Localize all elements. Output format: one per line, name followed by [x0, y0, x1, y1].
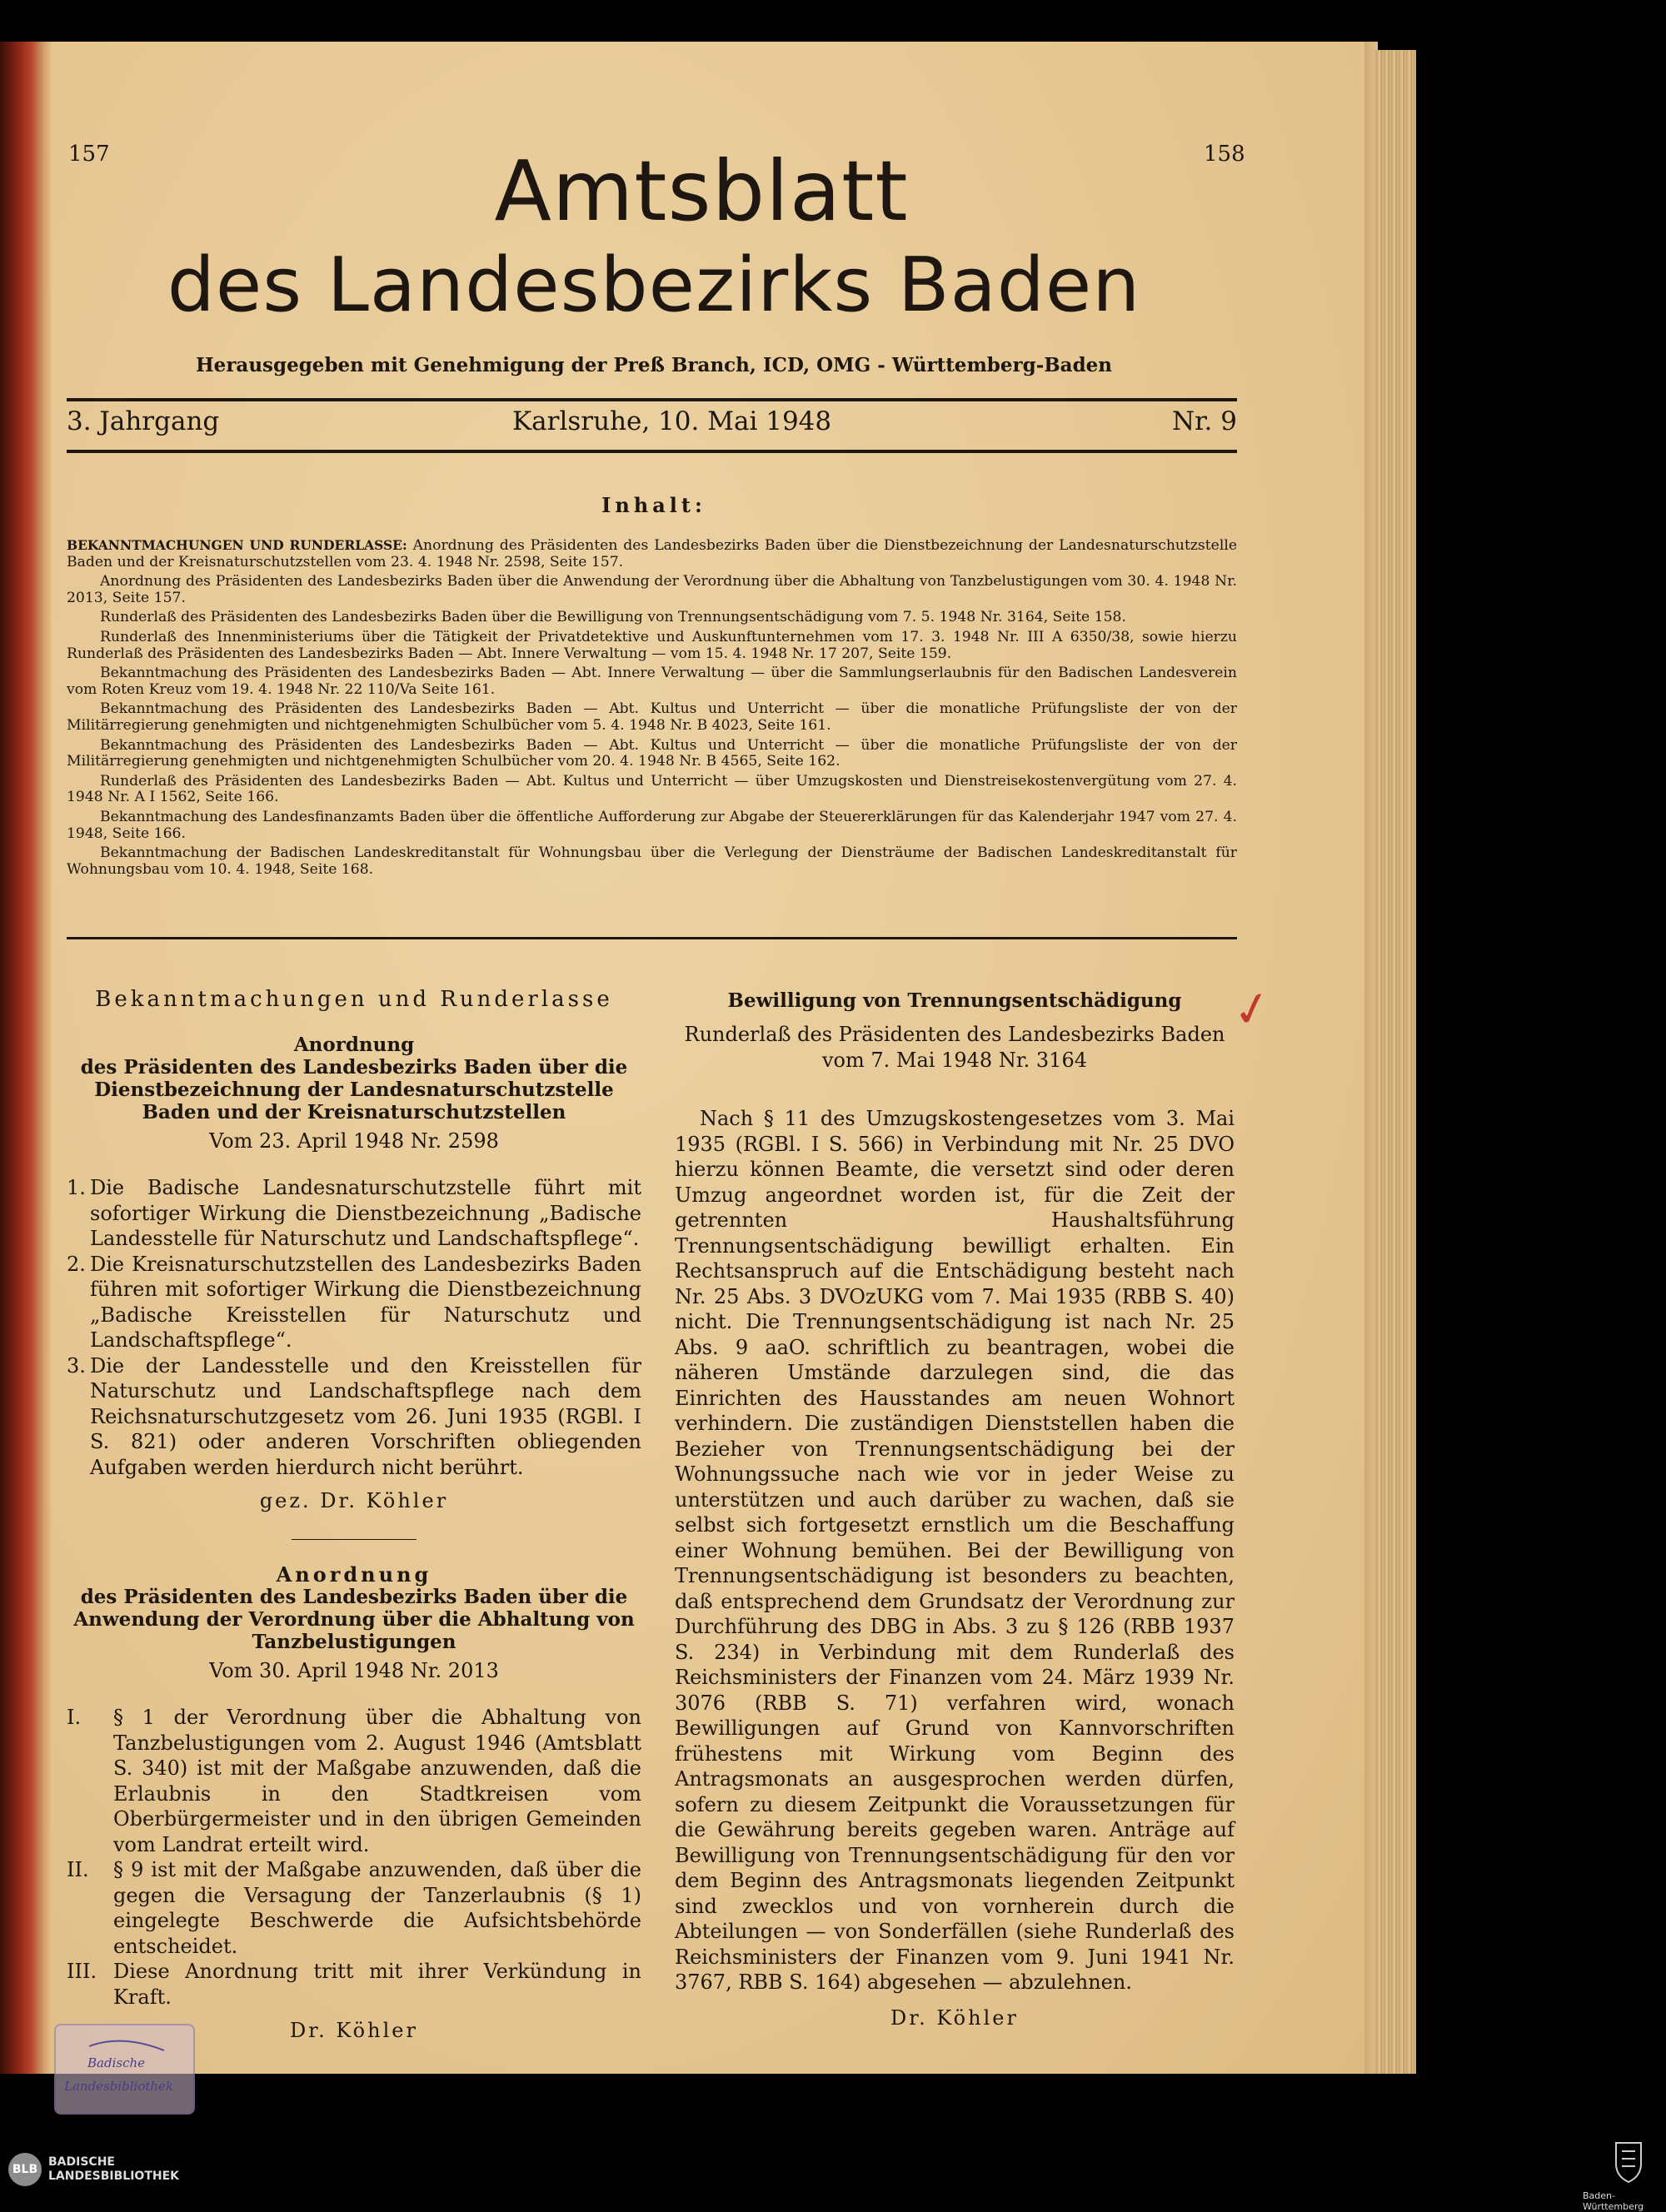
- toc-lead: BEKANNTMACHUNGEN UND RUNDERLASSE:: [67, 537, 407, 553]
- article1-title: Anordnung: [293, 1033, 415, 1056]
- toc-entry: Runderlaß des Präsidenten des Landesbezirks Baden — Abt. Kultus und Unterricht — über Umzugskosten und Dienstreisekostenvergütung vom 27. 4. 1948 Nr. A I 1562, Seite 166.: [67, 772, 1237, 806]
- volume-label: 3. Jahrgang: [67, 406, 220, 436]
- article2-signature: Dr. Köhler: [290, 2019, 418, 2042]
- masthead-rule-top: [67, 398, 1237, 401]
- toc-entry: Bekanntmachung des Präsidenten des Landesbezirks Baden — Abt. Kultus und Unterricht — über die monatliche Prüfungsliste der von der Militärregierung genehmigten und nichtgenehmigten Schulbücher vom 5. 4. 1948 Nr. B 4023, Seite 161.: [67, 700, 1237, 734]
- circular-body: Nach § 11 des Umzugskostengesetzes vom 3. Mai 1935 (RGBl. I S. 566) in Verbindung mit Nr. 25 DVO hierzu können Beamte, die versetzt sind oder deren Umzug angeordnet worden ist, für die Zeit der getrennten Haushaltsführung Trennungsentschädigung bewilligt erhalten. Ein Rechtsanspruch auf die Entschädigung besteht nach Nr. 25 Abs. 3 DVOzUKG vom 7. Mai 1935 (RBB S. 40) nicht. Die Trennungsentschädigung ist nach Nr. 25 Abs. 9 aaO. schriftlich zu beantragen, wobei die näheren Umstände darzulegen sind, die das Einrichten des Hausstandes am neuen Wohnort verhindern. Die zuständigen Dienststellen haben die Bezieher von Trennungsentschädigung bei der Wohnungssuche nach wie vor in jeder Weise zu unterstützen und auch darüber zu wachen, daß sie selbst sich fortgesetzt ernstlich um die Beschaffung einer Wohnung bemühen. Bei der Bewilligung von Trennungsentschädigung ist besonders zu beachten, daß entsprechend dem Grundsatz der Verordnung zur Durchführung des DBG in Abs. 3 zu § 126 (RBB 1937 S. 234) in Verbindung mit dem Runderlaß des Reichsministers der Finanzen vom 24. März 1939 Nr. 3076 (RBB S. 71) verfahren wird, wonach Bewilligungen auf Grund von Kannvorschriften frühestens mit Wirkung vom Beginn des Antragsmonats an ausgesprochen werden dürfen, sofern zu diesem Zeitpunkt die Voraussetzungen für die Gewährung bereits gegeben waren. Anträge auf Bewilligung von Trennungsentschädigung für den vor dem Beginn des Antragsmonats liegenden Zeitpunkt sind zwecklos und von vornherein durch die Abteilungen — von Sonderfällen (siehe Runderlaß des Reichsministers der Finanzen vom 9. Juni 1941 Nr. 3767, RBB S. 164) abgesehen — abzulehnen.: [675, 1107, 1235, 1994]
- list-item: 1. Die Badische Landesnaturschutzstelle führt mit sofortiger Wirkung die Dienstbezeichnung „Badische Landesstelle für Naturschutz und Landschaftspflege“.: [67, 1176, 641, 1250]
- library-stamp: [54, 2024, 195, 2115]
- circular-title: Bewilligung von Trennungsentschädigung: [727, 989, 1182, 1012]
- section-heading: Bekanntmachungen und Runderlasse: [95, 987, 613, 1012]
- toc-entry: Runderlaß des Präsidenten des Landesbezirks Baden über die Bewilligung von Trennungsentschädigung vom 7. 5. 1948 Nr. 3164, Seite 158.: [100, 609, 1126, 626]
- article2-title: Anordnung: [276, 1562, 432, 1587]
- book-spine: [0, 42, 52, 2074]
- page-stack-edge: [1374, 50, 1416, 2074]
- list-item: 3. Die der Landesstelle und den Kreisstellen für Naturschutz und Landschaftspflege nach dem Reichsnaturschutzgesetz vom 26. Juni 1935 (RGBl. I S. 821) oder anderen Vorschriften obliegenden Aufgaben werden hierdurch nicht berührt.: [67, 1353, 641, 1479]
- masthead-title-line1: Amtsblatt: [494, 142, 909, 240]
- viewer-footer-bar: [0, 2132, 1666, 2210]
- contents-title: Inhalt:: [601, 493, 706, 517]
- page-number-left: 157: [68, 142, 110, 167]
- article2-date: Vom 30. April 1948 Nr. 2013: [209, 1658, 499, 1682]
- red-checkmark-icon: ✓: [1227, 979, 1278, 1041]
- article1-date: Vom 23. April 1948 Nr. 2598: [209, 1128, 499, 1153]
- toc-entry: Bekanntmachung des Landesfinanzamts Baden über die öffentliche Aufforderung zur Abgabe der Steuererklärungen für das Kalenderjahr 1947 vom 27. 4. 1948, Seite 166.: [67, 808, 1237, 842]
- masthead-title-line2: des Landesbezirks Baden: [167, 242, 1141, 329]
- masthead-subtitle: Herausgegeben mit Genehmigung der Preß Branch, ICD, OMG - Württemberg-Baden: [195, 354, 1113, 376]
- bw-crest-icon: [1612, 2139, 1645, 2185]
- blb-name: BADISCHE LANDESBIBLIOTHEK: [48, 2155, 180, 2183]
- right-column: [675, 987, 1235, 2030]
- article2-title-rest: des Präsidenten des Landesbezirks Baden über die Anwendung der Verordnung über die Abhaltung von Tanzbelustigungen: [73, 1585, 635, 1653]
- article1-title-rest: des Präsidenten des Landesbezirks Baden über die Dienstbezeichnung der Landesnaturschutzstelle Baden und der Kreisnaturschutzstellen: [80, 1055, 628, 1123]
- article1-items: [67, 1175, 641, 1480]
- article1-signature: gez. Dr. Köhler: [259, 1489, 449, 1512]
- stamp-line1: Badische: [87, 2055, 146, 2070]
- page-number-right: 158: [1204, 142, 1245, 167]
- table-of-contents: [67, 537, 1237, 881]
- place-date: Karlsruhe, 10. Mai 1948: [512, 406, 832, 436]
- left-column: [67, 987, 641, 2044]
- article-divider: [292, 1539, 416, 1540]
- contents-rule: [67, 937, 1237, 939]
- stamp-icon: [56, 2025, 193, 2113]
- list-item: III. Diese Anordnung tritt mit ihrer Verkündung in Kraft.: [67, 1960, 641, 2009]
- list-item: 2. Die Kreisnaturschutzstellen des Landesbezirks Baden führen mit sofortiger Wirkung die Dienstbezeichnung „Badische Kreisstellen für Naturschutz und Landschaftspflege“.: [67, 1252, 641, 1352]
- article2-items: [67, 1705, 641, 2010]
- issue-info-line: [67, 406, 1237, 440]
- list-item: I. § 1 der Verordnung über die Abhaltung von Tanzbelustigungen vom 2. August 1946 (Amtsblatt S. 340) ist mit der Maßgabe anzuwenden, daß die Erlaubnis in den Stadtkreisen vom Oberbürgermeister und in den übrigen Gemeinden vom Landrat erteilt wird.: [67, 1706, 641, 1856]
- toc-entry: BEKANNTMACHUNGEN UND RUNDERLASSE: Anordnung des Präsidenten des Landesbezirks Baden über die Dienstbezeichnung der Landesnaturschutzstelle Baden und der Kreisnaturschutzstellen vom 23. 4. 1948 Nr. 2598, Seite 157.: [67, 537, 1237, 570]
- toc-entry: Bekanntmachung des Präsidenten des Landesbezirks Baden — Abt. Kultus und Unterricht — über die monatliche Prüfungsliste der von der Militärregierung genehmigten und nichtgenehmigten Schulbücher vom 20. 4. 1948 Nr. B 4565, Seite 162.: [67, 736, 1237, 770]
- toc-entry: Anordnung des Präsidenten des Landesbezirks Baden über die Anwendung der Verordnung über die Abhaltung von Tanzbelustigungen vom 30. 4. 1948 Nr. 2013, Seite 157.: [67, 573, 1237, 606]
- circular-subtitle: Runderlaß des Präsidenten des Landesbezirks Baden vom 7. Mai 1948 Nr. 3164: [684, 1023, 1225, 1072]
- bw-name: Baden-Württemberg: [1583, 2190, 1644, 2212]
- list-item: II. § 9 ist mit der Maßgabe anzuwenden, daß über die gegen die Versagung der Tanzerlaubnis (§ 1) eingelegte Beschwerde die Aufsichtsbehörde entscheidet.: [67, 1858, 641, 1958]
- toc-entry: Runderlaß des Innenministeriums über die Tätigkeit der Privatdetektive und Auskunftunternehmen vom 17. 3. 1948 Nr. III A 6350/38, sowie hierzu Runderlaß des Präsidenten des Landesbezirks Baden — Abt. Innere Verwaltung — vom 15. 4. 1948 Nr. 17 207, Seite 159.: [67, 628, 1237, 662]
- issue-number: Nr. 9: [1172, 406, 1237, 436]
- toc-entry: Bekanntmachung der Badischen Landeskreditanstalt für Wohnungsbau über die Verlegung der Diensträume der Badischen Landeskreditanstalt für Wohnungsbau vom 10. 4. 1948, Seite 168.: [67, 844, 1237, 878]
- stamp-line2: Landesbibliothek: [64, 2079, 174, 2094]
- blb-logo-icon: BLB: [8, 2153, 42, 2186]
- toc-entry: Bekanntmachung des Präsidenten des Landesbezirks Baden — Abt. Innere Verwaltung — über die Sammlungserlaubnis für den Badischen Landesverein vom Roten Kreuz vom 19. 4. 1948 Nr. 22 110/Va Seite 161.: [67, 665, 1237, 698]
- masthead-rule-bottom: [67, 450, 1237, 453]
- circular-signature: Dr. Köhler: [890, 2005, 1019, 2030]
